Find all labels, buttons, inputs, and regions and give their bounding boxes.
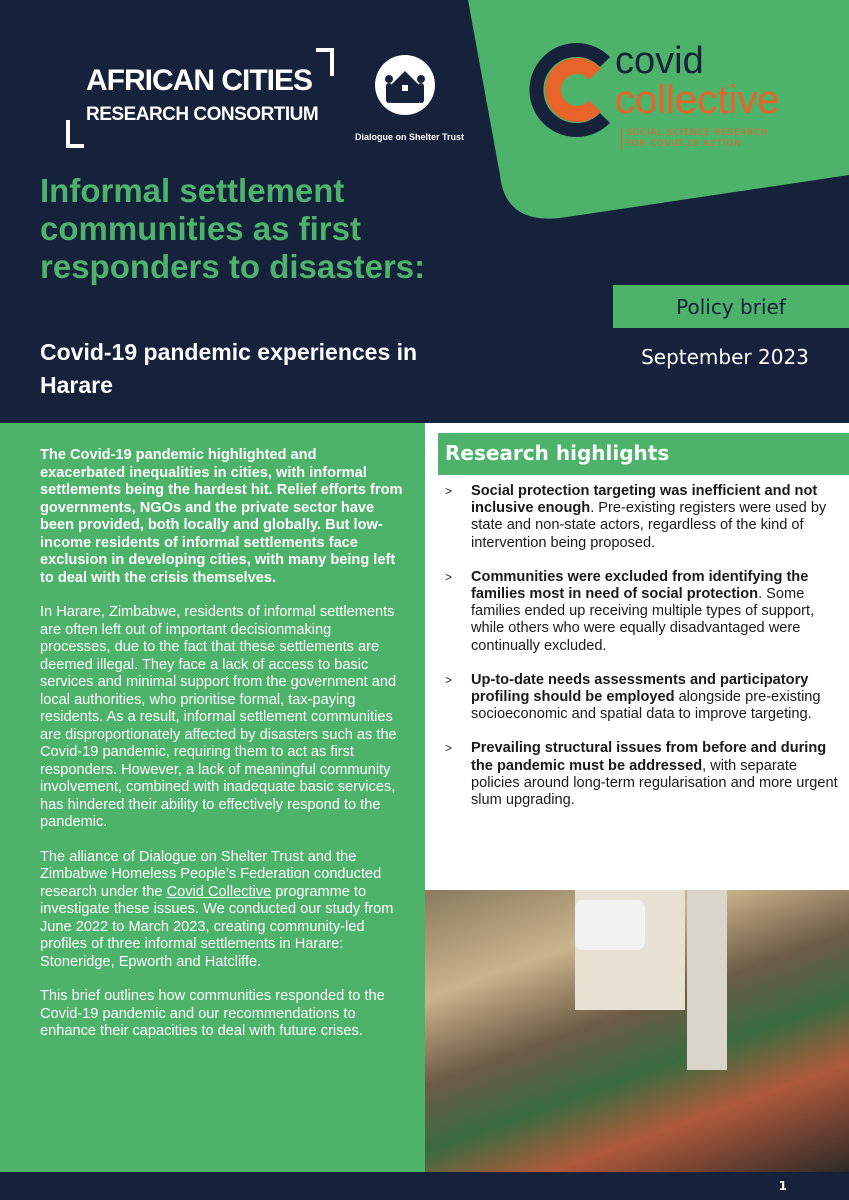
chevron-right-icon: > [445,569,453,584]
page-number: 1 [778,1179,787,1193]
list-item [445,740,840,809]
covid-collective-link[interactable]: Covid Collective [166,883,272,900]
highlight-text: . Pre-existing registers were used by state and non-state actors, regardless of the kind of intervention being proposed. [471,500,827,551]
highlight-bold: Communities were excluded from identifying the families most in need of social protection [471,568,809,603]
covid-collective-logo [523,40,780,149]
tagline-line1: SOCIAL SCIENCE RESEARCH [626,128,769,138]
logo-tagline [621,128,768,150]
community-meeting-photo [425,890,849,1172]
highlight-bold: Up-to-date needs assessments and participatory profiling should be employed [471,671,809,706]
acrc-name-line2: RESEARCH CONSORTIUM [86,104,319,125]
logo-bracket [316,48,334,76]
chevron-right-icon: > [445,672,453,687]
page-footer [0,1172,849,1200]
tagline-line2: FOR COVID-19 ACTION [626,139,742,149]
logo-covid: covid [615,40,704,82]
intro-column [0,423,425,1172]
publication-date: September 2023 [641,345,809,369]
highlights-list [445,483,840,826]
text: programme to investigate these issues. We conducted our study from June 2022 to March 2023, creating community-led profiles of three informal settlements in Harare: Stoneridge, Epworth and Hatcliffe. [40,883,394,970]
body-paragraph: In Harare, Zimbabwe, residents of informal settlements are often left out of important decisionmaking processes, due to the fact that these settlements are deemed illegal. They face a lack of access to basic services and minimal support from the government and local authorities, who prioritise formal, tax-paying residents. As a result, informal settlement communities are disproportionately affected by disasters such as the Covid-19 pandemic, requiring them to act as first responders. However, a lack of meaningful community involvement, combined with inadequate basic services, has hindered their ability to effectively respond to the pandemic. [40,604,397,830]
body-paragraph [40,849,405,972]
acrc-name-line1: AFRICAN CITIES [86,64,312,97]
body-paragraph: This brief outlines how communities responded to the Covid-19 pandemic and our recommendations to enhance their capacities to deal with future crises. [40,988,385,1039]
photo-car [575,900,645,950]
logo-bracket [66,120,84,148]
acrc-logo [66,48,338,148]
chevron-right-icon: > [445,741,453,756]
lead-paragraph: The Covid-19 pandemic highlighted and exacerbated inequalities in cities, with informal settlements being the hardest hit. Relief efforts from governments, NGOs and the private sector have been provided, both locally and globally. But low-income residents of informal settlements face exclusion in developing cities, with many being left to deal with the crisis themselves. [40,447,403,586]
highlight-text: , with separate policies around long-term regularisation and more urgent slum upgrading. [471,757,838,809]
highlights-heading: Research highlights [438,433,849,475]
photo-pillar [687,890,727,1070]
highlight-text: alongside pre-existing socioeconomic and spatial data to improve targeting. [471,689,821,723]
document-type-badge: Policy brief [613,285,849,328]
highlight-text: . Some families ended up receiving multiple types of support, while others who were equally disadvantaged were continually excluded. [471,586,815,654]
dst-logo-label: Dialogue on Shelter Trust [355,132,465,142]
list-item [445,569,840,655]
document-title: Informal settlement communities as first responders to disasters: [40,172,426,285]
covid-collective-c-icon [523,40,613,140]
logo-collective: collective [615,78,780,122]
highlight-bold: Prevailing structural issues from before and during the pandemic must be addressed [471,740,827,774]
text: The alliance of Dialogue on Shelter Trust and the Zimbabwe Homeless People’s Federation conducted research under the [40,848,382,900]
list-item [445,483,840,552]
dst-logo-icon [375,55,435,115]
document-subtitle: Covid-19 pandemic experiences in Harare [40,339,418,398]
list-item [445,672,840,724]
highlight-bold: Social protection targeting was inefficient and not inclusive enough [471,483,818,517]
chevron-right-icon: > [445,484,453,498]
